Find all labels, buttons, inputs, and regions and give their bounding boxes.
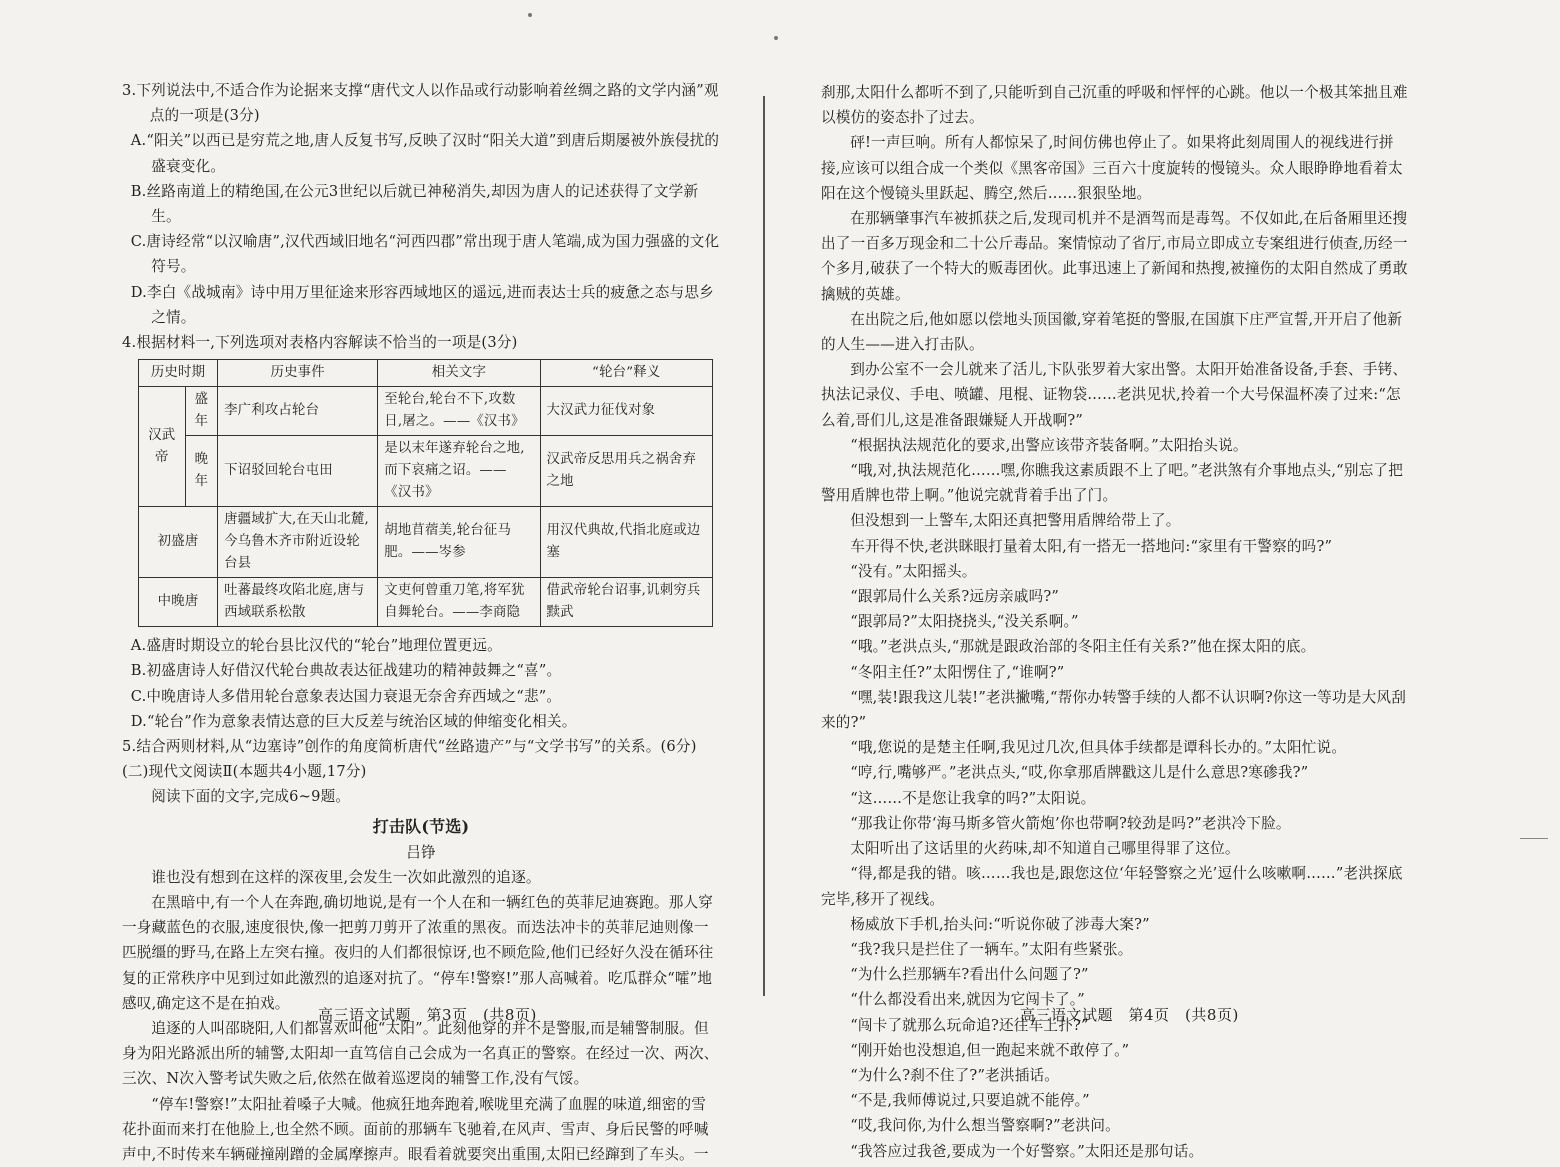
story-paragraph: 追逐的人叫邵晓阳,人们都喜欢叫他“太阳”。此刻他穿的并不是警服,而是辅警制服。但身为阳光路派出所的辅警,太阳却一直笃信自己会成为一名真正的警察。在经过一次、两次、三次、N次入警考试失败之后,依然在做着巡逻岗的辅警工作,没有气馁。 bbox=[122, 1020, 719, 1088]
story-paragraph: “哼,行,嘴够严。”老洪点头,“哎,你拿那盾牌戳这儿是什么意思?寒碜我?” bbox=[850, 764, 1309, 782]
story-paragraph: 车开得不快,老洪眯眼打量着太阳,有一搭无一搭地问:“家里有干警察的吗?” bbox=[850, 537, 1333, 555]
story-paragraph: “那我让你带‘海马斯多管火箭炮’你也带啊?较劲是吗?”老洪冷下脸。 bbox=[850, 814, 1291, 832]
page-4-footer: 高三语文试题 第4页 (共8页) bbox=[1020, 1006, 1239, 1024]
story-paragraph: “跟郭局什么关系?远房亲戚吗?” bbox=[850, 588, 1060, 606]
story-author: 吕铮 bbox=[406, 843, 436, 861]
table-header: “轮台”释义 bbox=[540, 360, 712, 387]
table-row bbox=[139, 578, 713, 627]
story-paragraph: “哦,对,执法规范化……嘿,你瞧我这素质跟不上了吧。”老洪煞有介事地点头,“别忘了把警用盾牌也带上啊。”他说完就背着手出了门。 bbox=[821, 462, 1404, 505]
story-paragraph: “没有。”太阳摇头。 bbox=[850, 562, 977, 580]
question-3-option-d: D.李白《战城南》诗中用万里征途来形容西域地区的遥远,进而表达士兵的疲惫之态与思乡之情。 bbox=[130, 283, 714, 326]
table-header-row bbox=[139, 360, 713, 387]
table-row bbox=[139, 387, 713, 436]
table-cell-sub: 晚年 bbox=[185, 436, 217, 507]
scan-speck bbox=[774, 36, 778, 40]
page-3-footer: 高三语文试题 第3页 (共8页) bbox=[318, 1006, 537, 1024]
table-cell-event: 下诏驳回轮台屯田 bbox=[218, 436, 378, 507]
table-row bbox=[139, 507, 713, 578]
question-4-stem: 4.根据材料一,下列选项对表格内容解读不恰当的一项是(3分) bbox=[122, 334, 518, 352]
table-header: 历史事件 bbox=[218, 360, 378, 387]
story-paragraph: “哎,我问你,为什么想当警察啊?”老洪问。 bbox=[850, 1117, 1120, 1135]
story-paragraph: “什么都没看出来,就因为它闯卡了。” bbox=[850, 991, 1085, 1009]
question-4-option-c: C.中晚唐诗人多借用轮台意象表达国力衰退无奈舍弃西域之“悲”。 bbox=[130, 687, 562, 705]
story-paragraph: “为什么?刹不住了?”老洪插话。 bbox=[850, 1066, 1060, 1084]
table-cell-period: 中晚唐 bbox=[139, 578, 218, 627]
table-cell-meaning: 大汉武力征伐对象 bbox=[540, 387, 712, 436]
story-paragraph: 砰!一声巨响。所有人都惊呆了,时间仿佛也停止了。如果将此刻周围人的视线进行拼接,应该可以组合成一个类似《黑客帝国》三百六十度旋转的慢镜头。众人眼睁睁地看着太阳在这个慢镜头里跃起、腾空,然后……狠狠坠地。 bbox=[821, 134, 1403, 202]
table-cell-text: 是以末年遂弃轮台之地,而下哀痛之诏。——《汉书》 bbox=[378, 436, 540, 507]
page-divider bbox=[763, 96, 765, 996]
story-paragraph: 但没想到一上警车,太阳还真把警用盾牌给带上了。 bbox=[850, 512, 1181, 530]
table-cell-meaning: 借武帝轮台诏事,讥刺穷兵黩武 bbox=[540, 578, 712, 627]
story-paragraph: “我答应过我爸,要成为一个好警察。”太阳还是那句话。 bbox=[850, 1142, 1204, 1160]
question-4-option-b: B.初盛唐诗人好借汉代轮台典故表达征战建功的精神鼓舞之“喜”。 bbox=[130, 662, 562, 680]
history-table bbox=[138, 359, 713, 627]
table-cell-text: 至轮台,轮台不下,攻数日,屠之。——《汉书》 bbox=[378, 387, 540, 436]
question-3-stem: 3.下列说法中,不适合作为论据来支撑“唐代文人以作品或行动影响着丝绸之路的文学内涵”观点的一项是(3分) bbox=[122, 82, 719, 125]
story-paragraph: 刹那,太阳什么都听不到了,只能听到自己沉重的呼吸和怦怦的心跳。他以一个极其笨拙且难以模仿的姿态扑了过去。 bbox=[821, 84, 1408, 127]
table-cell-meaning: 汉武帝反思用兵之祸舍弃之地 bbox=[540, 436, 712, 507]
story-paragraph: “跟郭局?”太阳挠挠头,“没关系啊。” bbox=[850, 613, 1079, 631]
table-header: 历史时期 bbox=[139, 360, 218, 387]
story-paragraph: “冬阳主任?”太阳愣住了,“谁啊?” bbox=[850, 663, 1065, 681]
story-paragraph: 在那辆肇事汽车被抓获之后,发现司机并不是酒驾而是毒驾。不仅如此,在后备厢里还搜出了一百多万现金和二十公斤毒品。案情惊动了省厅,市局立即成立专案组进行侦查,历经一个多月,破获了一个特大的贩毒团伙。此事迅速上了新闻和热搜,被撞伤的太阳自然成了勇敢擒贼的英雄。 bbox=[821, 210, 1408, 303]
story-paragraph: “嘿,装!跟我这儿装!”老洪撇嘴,“帮你办转警手续的人都不认识啊?你这一等功是大风刮来的?” bbox=[821, 688, 1406, 732]
scan-speck bbox=[528, 13, 532, 17]
story-paragraph: “为什么拦那辆车?看出什么问题了?” bbox=[850, 966, 1089, 984]
question-4-option-a: A.盛唐时期设立的轮台县比汉代的“轮台”地理位置更远。 bbox=[130, 637, 502, 655]
section-heading: (二)现代文阅读Ⅱ(本题共4小题,17分) bbox=[122, 763, 367, 781]
story-paragraph: “我?我只是拦住了一辆车。”太阳有些紧张。 bbox=[850, 940, 1133, 958]
table-header: 相关文字 bbox=[378, 360, 540, 387]
table-cell-text: 胡地苜蓿美,轮台征马肥。——岑参 bbox=[378, 507, 540, 578]
story-paragraph: “哦,您说的是楚主任啊,我见过几次,但具体手续都是谭科长办的。”太阳忙说。 bbox=[850, 739, 1347, 757]
table-cell-sub: 盛年 bbox=[185, 387, 217, 436]
story-paragraph: 到办公室不一会儿就来了活儿,卞队张罗着大家出警。太阳开始准备设备,手套、手铐、执法记录仪、手电、喷罐、甩棍、证物袋……老洪见状,拎着一个大号保温杯凑了过来:“怎么着,哥们儿,这是准备跟嫌疑人开战啊?” bbox=[821, 361, 1408, 429]
table-cell-period: 汉武帝 bbox=[139, 387, 186, 507]
question-5: 5.结合两则材料,从“边塞诗”创作的角度简析唐代“丝路遗产”与“文学书写”的关系。(6分) bbox=[122, 738, 697, 756]
story-paragraph: “不是,我师傅说过,只要追就不能停。” bbox=[850, 1092, 1090, 1110]
story-paragraph: “刚开始也没想追,但一跑起来就不敢停了。” bbox=[850, 1041, 1130, 1059]
story-paragraph: “得,都是我的错。咳……我也是,跟您这位‘年轻警察之光’逗什么咳嗽啊……”老洪探底完毕,移开了视线。 bbox=[821, 865, 1403, 908]
table-cell-text: 文吏何曾重刀笔,将军犹自舞轮台。——李商隐 bbox=[378, 578, 540, 627]
question-4-option-d: D.“轮台”作为意象表情达意的巨大反差与统治区域的伸缩变化相关。 bbox=[130, 712, 577, 730]
story-paragraph: 在黑暗中,有一个人在奔跑,确切地说,是有一个人在和一辆红色的英菲尼迪赛跑。那人穿一身藏蓝色的衣服,速度很快,像一把剪刀剪开了浓重的黑夜。而迭法冲卡的英菲尼迪则像一匹脱缰的野马,在路上左突右撞。夜归的人们都很惊讶,也不顾危险,他们已经好久没在循环往复的正常秩序中见到过如此激烈的追逐对抗了。“停车!警察!”那人高喊着。吃瓜群众“嚯”地感叹,确定这不是在拍戏。 bbox=[122, 894, 714, 1012]
table-cell-event: 唐疆域扩大,在天山北麓,今乌鲁木齐市附近设轮台县 bbox=[218, 507, 378, 578]
table-cell-period: 初盛唐 bbox=[139, 507, 218, 578]
story-paragraph: “根据执法规范化的要求,出警应该带齐装备啊。”太阳抬头说。 bbox=[850, 436, 1248, 454]
table-cell-event: 吐蕃最终攻陷北庭,唐与西域联系松散 bbox=[218, 578, 378, 627]
table-cell-meaning: 用汉代典故,代指北庭或边塞 bbox=[540, 507, 712, 578]
story-paragraph: 谁也没有想到在这样的深夜里,会发生一次如此激烈的追逐。 bbox=[151, 868, 541, 886]
story-paragraph: 在出院之后,他如愿以偿地头顶国徽,穿着笔挺的警服,在国旗下庄严宣誓,开开启了他新的人生——进入打击队。 bbox=[821, 310, 1403, 354]
page-4 bbox=[821, 80, 1412, 1164]
question-3-option-c: C.唐诗经常“以汉喻唐”,汉代西域旧地名“河西四郡”常出现于唐人笔端,成为国力强盛的文化符号。 bbox=[130, 233, 720, 276]
story-title: 打击队(节选) bbox=[372, 816, 470, 836]
story-paragraph: “停车!警察!”太阳扯着嗓子大喊。他疯狂地奔跑着,喉咙里充满了血腥的味道,细密的雪花扑面而来打在他脸上,也全然不顾。面前的那辆车飞驰着,在风声、雪声、身后民警的呼喊声中,不时传来车辆碰撞剐蹭的金属摩擦声。眼看着就要突出重围,太阳已经蹿到了车头。一 bbox=[122, 1095, 709, 1164]
reading-instruction: 阅读下面的文字,完成6~9题。 bbox=[151, 788, 351, 806]
story-paragraph: 杨威放下手机,抬头问:“听说你破了涉毒大案?” bbox=[850, 915, 1150, 933]
story-paragraph: “闯卡了就那么玩命追?还往车上扑?” bbox=[850, 1016, 1089, 1034]
story-paragraph: “哦。”老洪点头,“那就是跟政治部的冬阳主任有关系?”他在探太阳的底。 bbox=[850, 638, 1316, 656]
story-paragraph: 太阳听出了这话里的火药味,却不知道自己哪里得罪了这位。 bbox=[850, 840, 1240, 858]
table-row bbox=[139, 436, 713, 507]
margin-mark bbox=[1520, 838, 1548, 839]
table-cell-event: 李广利攻占轮台 bbox=[218, 387, 378, 436]
story-paragraph: “这……不是您让我拿的吗?”太阳说。 bbox=[850, 789, 1096, 807]
question-3-option-a: A.“阳关”以西已是穷荒之地,唐人反复书写,反映了汉时“阳关大道”到唐后期屡被外族侵扰的盛衰变化。 bbox=[130, 132, 720, 175]
question-3-option-b: B.丝路南道上的精绝国,在公元3世纪以后就已神秘消失,却因为唐人的记述获得了文学新生。 bbox=[130, 182, 699, 226]
